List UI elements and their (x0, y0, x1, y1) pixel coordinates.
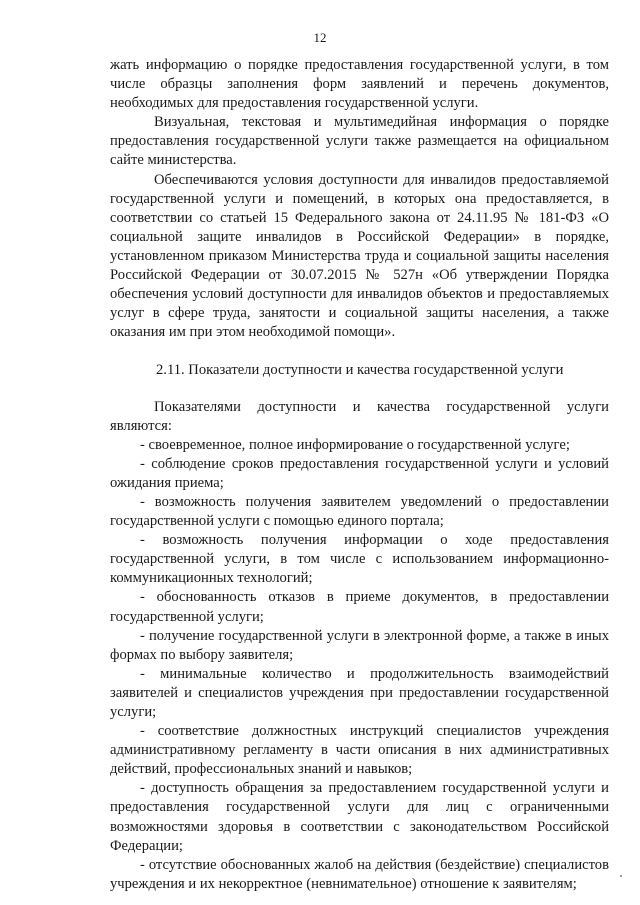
paragraph-continuation: жать информацию о порядке предоставления государственной услуги, в том числе образцы заполнения форм заявлений и перечень документов, необходимых для предоставления государственной услуги. (110, 57, 609, 112)
list-item: - возможность получения информации о ходе предоставления государственной услуги, в том числе с использованием информационно-коммуникационных технологий; (110, 532, 609, 587)
indicators-list (110, 436, 609, 894)
scan-speck (620, 875, 622, 877)
section-intro: Показателями доступности и качества государственной услуги являются: (110, 398, 609, 434)
list-item: - минимальные количество и продолжительность взаимодействий заявителей и специалистов учреждения при предоставлении государственной услуги; (110, 665, 609, 720)
list-item: - отсутствие обоснованных жалоб на действия (бездействие) специалистов учреждения и их некорректное (невнимательное) отношение к заявителям; (110, 856, 609, 892)
paragraph-accessibility-conditions: Обеспечиваются условия доступности для инвалидов предоставляемой государственной услуги и помещений, в которых она предоставляется, в соответствии со статьей 15 Федерального закона от 24.11.95 № 181-ФЗ «О социальной защите инвалидов в Российской Федерации» в порядке, установленном приказом Министерства труда и социальной защиты населения Российской Федерации от 30.07.2015 № 527н «Об утверждении Порядка обеспечения условий доступности для инвалидов объектов и предоставляемых услуг в сфере труда, занятости и социальной защиты населения, а также оказания им при этом необходимой помощи». (110, 171, 609, 341)
list-item: - соответствие должностных инструкций специалистов учреждения административному регламенту в части описания в них административных действий, профессиональных знаний и навыков; (110, 723, 609, 778)
list-item: - возможность получения заявителем уведомлений о предоставлении государственной услуги с помощью единого портала; (110, 493, 609, 530)
page-number: 12 (313, 30, 327, 45)
list-item: - получение государственной услуги в электронной форме, а также в иных формах по выбору заявителя; (110, 627, 609, 663)
section-heading: 2.11. Показатели доступности и качества государственной услуги (156, 362, 564, 379)
list-item: - своевременное, полное информирование о государственной услуге; (140, 436, 570, 453)
list-item: - доступность обращения за предоставлением государственной услуги и предоставления государственной услуги для лиц с ограниченными возможностями здоровья в соответствии с законодательством Российской Федерации; (110, 780, 609, 854)
list-item: - соблюдение сроков предоставления государственной услуги и условий ожидания приема; (110, 455, 609, 491)
document-body (110, 56, 609, 894)
paragraph-visual-info: Визуальная, текстовая и мультимедийная информация о порядке предоставления государственной услуги также размещается на официальном сайте министерства. (110, 114, 609, 169)
list-item: - обоснованность отказов в приеме документов, в предоставлении государственной услуги; (110, 589, 609, 625)
